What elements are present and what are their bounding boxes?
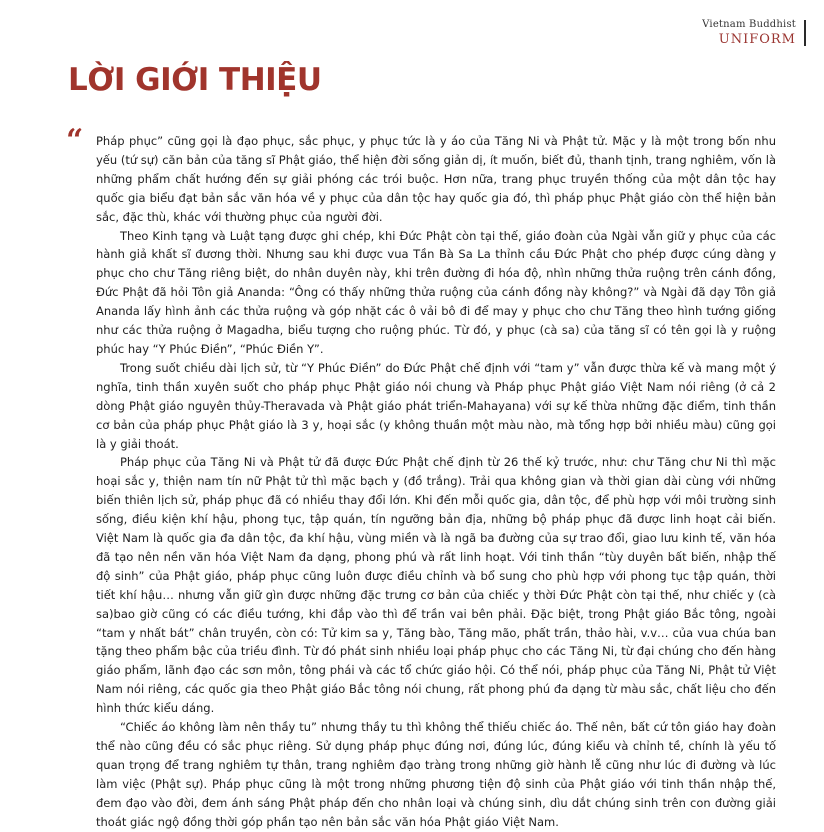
paragraph-3: Trong suốt chiều dài lịch sử, từ “Y Phúc Điền” do Đức Phật chế định với “tam y” vẫn được thừa kế và mang một ý nghĩa, tinh thần xuyên suốt cho pháp phục Phật giáo nói chung và Pháp phục Phật giáo Việt Nam nói riêng (ở cả 2 dòng Phật giáo nguyên thủy-Theravada và Phật giáo phát triển-Mahayana) với sự kế thừa những đặc điểm, tinh thần cơ bản của pháp phục Phật giáo là 3 y, hoại sắc (y không thuần một màu nào, mà tổng hợp bởi nhiều màu) cũng gọi là y giải thoát. (96, 360, 776, 451)
brand-subtitle: Vietnam Buddhist (702, 19, 796, 30)
publication-brand (702, 20, 806, 46)
page-title: LỜI GIỚI THIỆU (68, 62, 322, 98)
paragraph-1: Pháp phục” cũng gọi là đạo phục, sắc phục, y phục tức là y áo của Tăng Ni và Phật tử. Mặc y là một trong bốn nhu yếu (tứ sự) căn bản của tăng sĩ Phật giáo, thể hiện đời sống giản dị, ít muốn, biết đủ, thanh tịnh, trang nghiêm, vốn là những phẩm chất hướng đến sự giải phóng các trói buộc. Hơn nữa, trang phục truyền thống của một dân tộc hay quốc gia biểu đạt bản sắc văn hóa về y phục của dân tộc hay quốc gia đó, thì pháp phục Phật giáo còn thể hiện bản sắc, đặc thù, khác với thường phục của người đời. (96, 134, 776, 224)
brand-title: UNIFORM (718, 32, 796, 47)
opening-quote-mark: “ (66, 123, 84, 158)
article-body (66, 123, 776, 832)
paragraph-4: Pháp phục của Tăng Ni và Phật tử đã được Đức Phật chế định từ 26 thế kỷ trước, như: chư Tăng chư Ni thì mặc hoại sắc y, thiện nam tín nữ Phật tử thì mặc bạch y (đồ trắng). Trải qua không gian và thời gian dài cùng với những biến thiên lịch sử, pháp phục đã có nhiều thay đổi lớn. Khi đến mỗi quốc gia, dân tộc, để phù hợp với môi trường sinh sống, điều kiện khí hậu, phong tục, tập quán, tín ngưỡng bản địa, những bộ pháp phục đã được linh hoạt cải biến. Việt Nam là quốc gia đa dân tộc, đa khí hậu, vùng miền và là ngã ba đường của sự trao đổi, giao lưu kinh tế, văn hóa đã tạo nên nền văn hóa Việt Nam đa dạng, phong phú và rất linh hoạt. Với tinh thần “tùy duyên bất biến, nhập thế độ sinh” của Phật giáo, pháp phục cũng luôn được điều chỉnh và bổ sung cho phù hợp với phong tục tập quán, thời tiết khí hậu… nhưng vẫn giữ gìn được những đặc trưng cơ bản của chiếc y thời Đức Phật còn tại thế, như chiếc y (cà sa)bao giờ cũng có các điều tướng, khi đắp vào thì để trần vai bên phải. Đặc biệt, trong Phật giáo Bắc tông, ngoài “tam y nhất bát” chân truyền, còn có: Tử kim sa y, Tăng bào, Tăng mão, phất trần, thảo hài, v.v… của vua chúa ban tặng theo phẩm bậc của triều đình. Từ đó phát sinh nhiều loại pháp phục cho các Tăng Ni, từ đại chúng cho đến hàng giáo phẩm, lãnh đạo các sơn môn, tông phái và các tổ chức giáo hội. Có thể nói, pháp phục của Tăng Ni, Phật tử Việt Nam nói riêng, các quốc gia theo Phật giáo Bắc tông nói chung, rất phong phú đa dạng từ màu sắc, chất liệu cho đến hình thức kiểu dáng. (96, 455, 776, 716)
paragraph-2: Theo Kinh tạng và Luật tạng được ghi chép, khi Đức Phật còn tại thế, giáo đoàn của Ngài vẫn giữ y phục của các hành giả khất sĩ đương thời. Nhưng sau khi được vua Tần Bà Sa La thỉnh cầu Đức Phật cho phép được cúng dàng y phục cho chư Tăng riêng biệt, do nhân duyên này, khi trên đường đi hóa độ, nhìn những thửa ruộng trên cánh đồng, Đức Phật đã hỏi Tôn giả Ananda: “Ông có thấy những thửa ruộng của cánh đồng này không?” và Ngài đã dạy Tôn giả Ananda lấy hình ảnh các thửa ruộng và góp nhặt các ô vải bô đi để may y phục cho chư Tăng theo hình tướng giống như các thửa ruộng ở Magadha, biểu tượng cho ruộng phúc. Từ đó, y phục (cà sa) của tăng sĩ có tên gọi là y ruộng phúc hay “Y Phúc Điền”, “Phúc Điền Y”. (96, 228, 776, 356)
paragraph-5: “Chiếc áo không làm nên thầy tu” nhưng thầy tu thì không thể thiếu chiếc áo. Thế nên, bất cứ tôn giáo hay đoàn thể nào cũng đều có sắc phục riêng. Sử dụng pháp phục đúng nơi, đúng lúc, đúng kiểu và chỉnh tề, chính là yếu tố quan trọng để trang nghiêm tự thân, trang nghiêm đạo tràng trong những giờ hành lễ cũng như lúc đi đường và lúc làm việc (Phật sự). Pháp phục cũng là một trong những phương tiện độ sinh của Phật giáo với tinh thần nhập thế, đem đạo vào đời, đem ánh sáng Phật pháp đến cho nhân loại và chúng sinh, dìu dắt chúng sinh trên con đường giải thoát giác ngộ đồng thời góp phần tạo nên bản sắc văn hóa Phật giáo Việt Nam. (96, 720, 776, 829)
